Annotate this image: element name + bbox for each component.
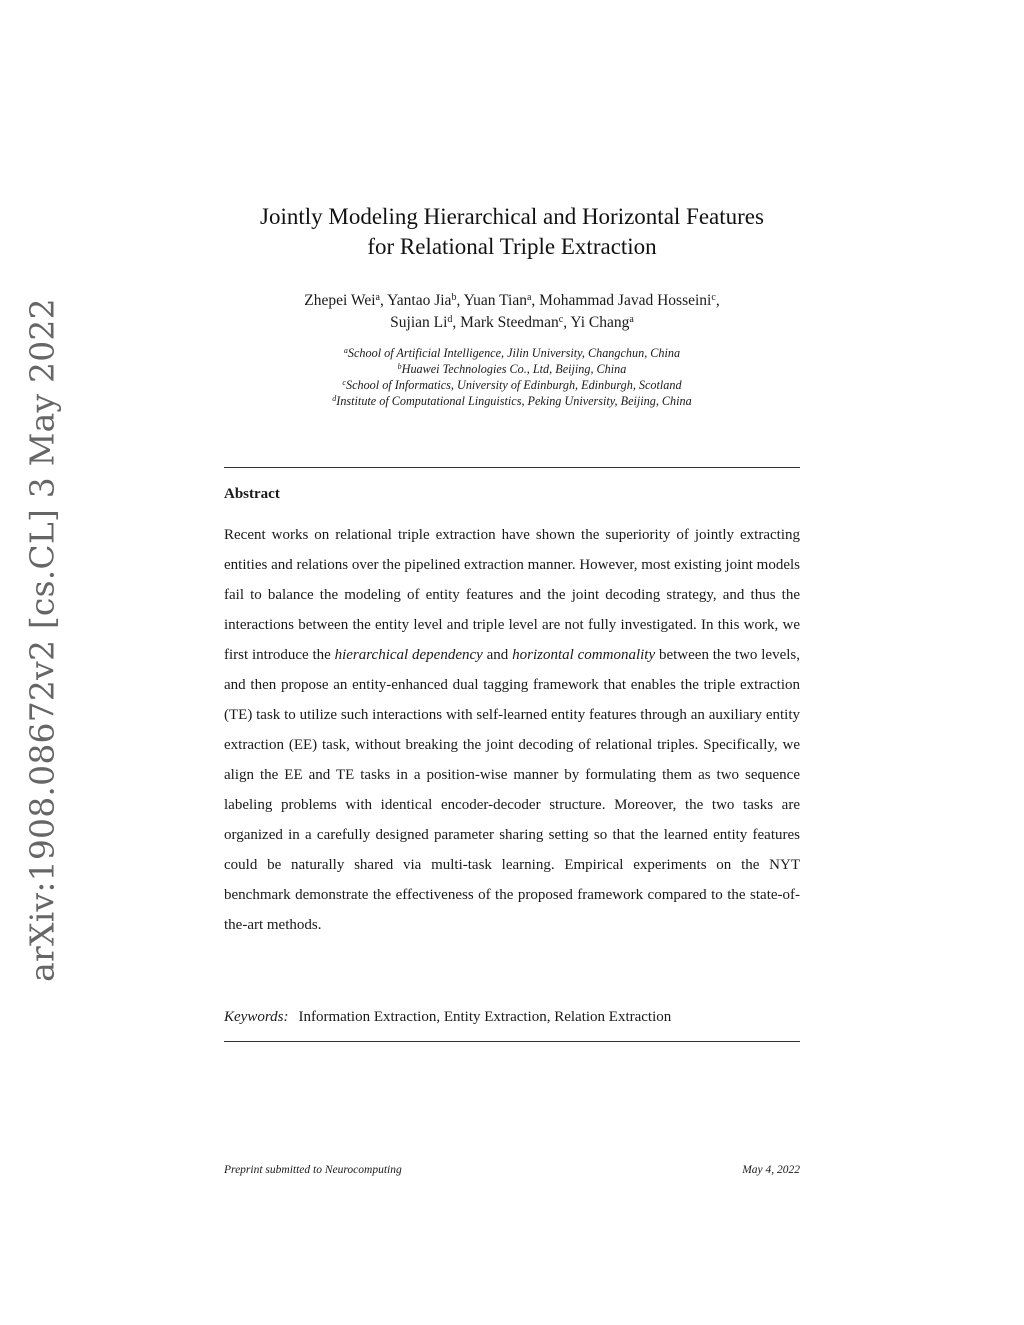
title-line-1: Jointly Modeling Hierarchical and Horizontal Features [260, 204, 764, 229]
affiliation-text: Huawei Technologies Co., Ltd, Beijing, China [401, 362, 627, 376]
affiliation-mark: a [343, 346, 348, 355]
abstract-emphasis-horizontal-commonality: horizontal commonality [512, 647, 656, 663]
author-affiliation-mark: a [375, 292, 380, 303]
author-name: Sujian Li [390, 314, 448, 331]
author-name: Yi Chang [570, 314, 630, 331]
author-name: Zhepei Wei [304, 292, 376, 309]
author-affiliation-mark: d [447, 314, 453, 325]
affiliation-line [224, 345, 800, 361]
affiliation-line [224, 361, 800, 377]
author-separator: , [531, 292, 540, 309]
author-name: Mark Steedman [460, 314, 559, 331]
page-footer [224, 1164, 800, 1176]
abstract-emphasis-hierarchical-dependency: hierarchical dependency [334, 647, 483, 663]
affiliation-text: School of Artificial Intelligence, Jilin University, Changchun, China [347, 346, 681, 360]
author-affiliation-mark: a [629, 314, 634, 325]
abstract-top-rule [224, 467, 800, 468]
affiliation-text: Institute of Computational Linguistics, Peking University, Beijing, China [336, 394, 692, 408]
author-list [224, 290, 800, 334]
author-affiliation-mark: b [451, 292, 457, 303]
arxiv-identifier: arXiv:1908.08672v2 [cs.CL] 3 May 2022 [22, 298, 62, 982]
affiliation-text: School of Informatics, University of Edinburgh, Edinburgh, Scotland [345, 378, 682, 392]
title-line-2: for Relational Triple Extraction [367, 234, 657, 259]
paper-title [224, 202, 800, 262]
abstract-body [224, 520, 800, 940]
abstract-bottom-rule [224, 1041, 800, 1042]
footer-date: May 4, 2022 [742, 1164, 800, 1176]
affiliation-line [224, 377, 800, 393]
author-name: Yuan Tian [463, 292, 527, 309]
affiliation-mark: c [342, 378, 346, 387]
author-affiliation-mark: c [558, 314, 564, 325]
author-line-2 [224, 312, 800, 334]
affiliation-line [224, 393, 800, 409]
abstract-text-part-2: and [482, 647, 513, 663]
affiliation-mark: d [332, 394, 337, 403]
abstract-text-part-1: Recent works on relational triple extraction have shown the superiority of jointly extracting entities and relations over the pipelined extraction manner. However, most existing joint models fail to balance the modeling of entity features and the joint decoding strategy, and thus the interactions between the entity level and triple level are not fully investigated. In this work, we first introduce the [224, 527, 800, 663]
author-separator: , [456, 292, 464, 309]
author-name: Yantao Jia [387, 292, 452, 309]
author-separator: , [379, 292, 388, 309]
footer-submission-note: Preprint submitted to Neurocomputing [224, 1164, 402, 1176]
author-line-1 [224, 290, 800, 312]
keywords [224, 1006, 800, 1028]
affiliation-mark: b [397, 362, 402, 371]
author-affiliation-mark: c [711, 292, 716, 303]
author-name: Mohammad Javad Hosseini [539, 292, 712, 309]
keywords-text: Information Extraction, Entity Extraction, Relation Extraction [298, 1009, 672, 1025]
author-separator: , [563, 314, 571, 331]
keywords-label: Keywords: [224, 1009, 289, 1025]
abstract-text-part-3: between the two levels, and then propose an entity-enhanced dual tagging framework that enables the triple extraction (TE) task to utilize such interactions with self-learned entity features through an auxiliary entity extraction (EE) task, without breaking the joint decoding of relational triples. Specifically, we align the EE and TE tasks in a position-wise manner by formulating them as two sequence labeling problems with identical encoder-decoder structure. Moreover, the two tasks are organized in a carefully designed parameter sharing setting so that the learned entity features could be naturally shared via multi-task learning. Empirical experiments on the NYT benchmark demonstrate the effectiveness of the proposed framework compared to the state-of-the-art methods. [224, 647, 800, 933]
affiliation-list [224, 345, 800, 409]
author-affiliation-mark: a [526, 292, 532, 303]
author-separator: , [452, 314, 461, 331]
author-separator: , [715, 292, 720, 309]
abstract-heading: Abstract [224, 486, 280, 502]
